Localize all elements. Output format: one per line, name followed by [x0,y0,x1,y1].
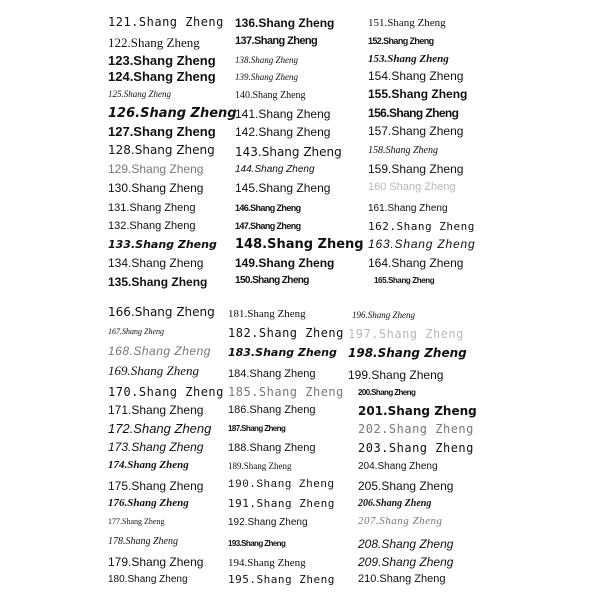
font-sample-189: 189.Shang Zheng [228,461,292,471]
font-sample-197: 197.Shang Zheng [348,327,464,341]
font-sample-199: 199.Shang Zheng [348,368,444,382]
font-sample-206: 206.Shang Zheng [358,498,432,509]
font-sample-178: 178.Shang Zheng [108,536,178,547]
font-sample-136: 136.Shang Zheng [235,16,335,30]
font-sample-153: 153.Shang Zheng [368,53,449,65]
font-sample-192: 192.Shang Zheng [228,517,308,528]
font-sample-176: 176.Shang Zheng [108,497,189,509]
font-sample-133: 133.Shang Zheng [108,238,217,251]
font-sample-188: 188.Shang Zheng [228,442,316,454]
font-sample-162: 162.Shang Zheng [368,220,475,233]
font-sample-165: 165.Shang Zheng [374,276,435,285]
font-sample-141: 141.Shang Zheng [235,107,331,121]
font-sample-182: 182.Shang Zheng [228,326,344,340]
font-sample-130: 130.Shang Zheng [108,181,204,195]
font-sample-128: 128.Shang Zheng [108,143,215,157]
font-sample-122: 122.Shang Zheng [108,35,200,50]
font-sample-198: 198.Shang Zheng [348,346,467,360]
font-sample-171: 171.Shang Zheng [108,403,204,417]
font-sample-123: 123.Shang Zheng [108,53,216,68]
font-sample-203: 203.Shang Zheng [358,441,474,455]
font-sample-160: 160 Shang Zheng [368,181,456,193]
font-sample-152: 152.Shang Zheng [368,36,434,46]
font-sample-156: 156.Shang Zheng [368,106,459,120]
font-sample-131: 131.Shang Zheng [108,202,196,214]
font-sample-181: 181.Shang Zheng [228,308,306,320]
font-sample-140: 140.Shang Zheng [235,90,306,101]
font-sample-177: 177.Shang Zheng [108,517,165,526]
font-sample-204: 204.Shang Zheng [358,461,438,472]
font-sample-205: 205.Shang Zheng [358,479,454,493]
font-sample-202: 202.Shang Zheng [358,422,474,436]
font-sample-132: 132.Shang Zheng [108,220,196,232]
font-sample-127: 127.Shang Zheng [108,124,216,139]
font-sample-144: 144.Shang Zheng [235,164,315,175]
font-sample-207: 207.Shang Zheng [358,515,443,527]
font-sample-163: 163.Shang Zheng [368,237,476,251]
font-sample-135: 135.Shang Zheng [108,275,208,289]
font-sample-148: 148.Shang Zheng [235,237,364,252]
font-sample-196: 196.Shang Zheng [352,310,415,320]
font-sample-138: 138.Shang Zheng [235,55,298,65]
font-sample-125: 125.Shang Zheng [108,89,171,99]
font-sample-149: 149.Shang Zheng [235,256,335,270]
font-sample-164: 164.Shang Zheng [368,256,464,270]
font-sample-208: 208.Shang Zheng [358,537,454,551]
font-sample-121: 121.Shang Zheng [108,15,224,29]
font-sample-191: 191.Shang Zheng [228,497,335,510]
font-sample-145: 145.Shang Zheng [235,181,331,195]
font-sample-159: 159.Shang Zheng [368,162,464,176]
font-sample-143: 143.Shang Zheng [235,145,342,159]
font-sample-193: 193.Shang Zheng [228,539,286,548]
font-sample-151: 151.Shang Zheng [368,17,446,29]
font-sample-169: 169.Shang Zheng [108,363,199,378]
font-sample-194: 194.Shang Zheng [228,557,306,569]
font-sample-147: 147.Shang Zheng [235,221,301,231]
font-sample-201: 201.Shang Zheng [358,404,477,418]
font-sample-158: 158.Shang Zheng [368,145,438,156]
font-sample-187: 187.Shang Zheng [228,424,286,433]
font-sample-150: 150.Shang Zheng [235,275,309,286]
font-sample-167: 167.Shang Zheng [108,327,164,336]
font-sample-180: 180.Shang Zheng [108,574,188,585]
font-sample-210: 210.Shang Zheng [358,573,446,585]
font-sample-154: 154.Shang Zheng [368,69,464,83]
font-sample-175: 175.Shang Zheng [108,479,204,493]
font-sample-184: 184.Shang Zheng [228,368,316,380]
font-sample-185: 185.Shang Zheng [228,385,344,399]
font-sample-161: 161.Shang Zheng [368,203,448,214]
font-sample-173: 173.Shang Zheng [108,440,204,454]
font-sample-142: 142.Shang Zheng [235,125,331,139]
font-sample-200: 200.Shang Zheng [358,388,416,397]
font-sample-170: 170.Shang Zheng [108,385,224,399]
font-sample-195: 195.Shang Zheng [228,573,335,586]
font-sample-146: 146.Shang Zheng [235,203,301,213]
font-sample-179: 179.Shang Zheng [108,555,204,569]
font-sample-157: 157.Shang Zheng [368,124,464,138]
font-sample-183: 183.Shang Zheng [228,346,337,359]
font-sample-129: 129.Shang Zheng [108,162,204,176]
font-sample-126: 126.Shang Zheng [108,106,237,121]
font-sample-139: 139.Shang Zheng [235,72,298,82]
font-sample-134: 134.Shang Zheng [108,256,204,270]
font-sample-209: 209.Shang Zheng [358,555,454,569]
font-sample-174: 174.Shang Zheng [108,459,189,471]
font-sample-190: 190.Shang Zheng [228,479,335,491]
font-sample-172: 172.Shang Zheng [108,421,212,436]
font-sample-166: 166.Shang Zheng [108,305,215,319]
font-sample-137: 137.Shang Zheng [235,35,318,47]
font-sample-124: 124.Shang Zheng [108,69,216,84]
font-sample-155: 155.Shang Zheng [368,87,468,101]
font-sample-168: 168.Shang Zheng [108,344,211,358]
font-sample-186: 186.Shang Zheng [228,404,316,416]
